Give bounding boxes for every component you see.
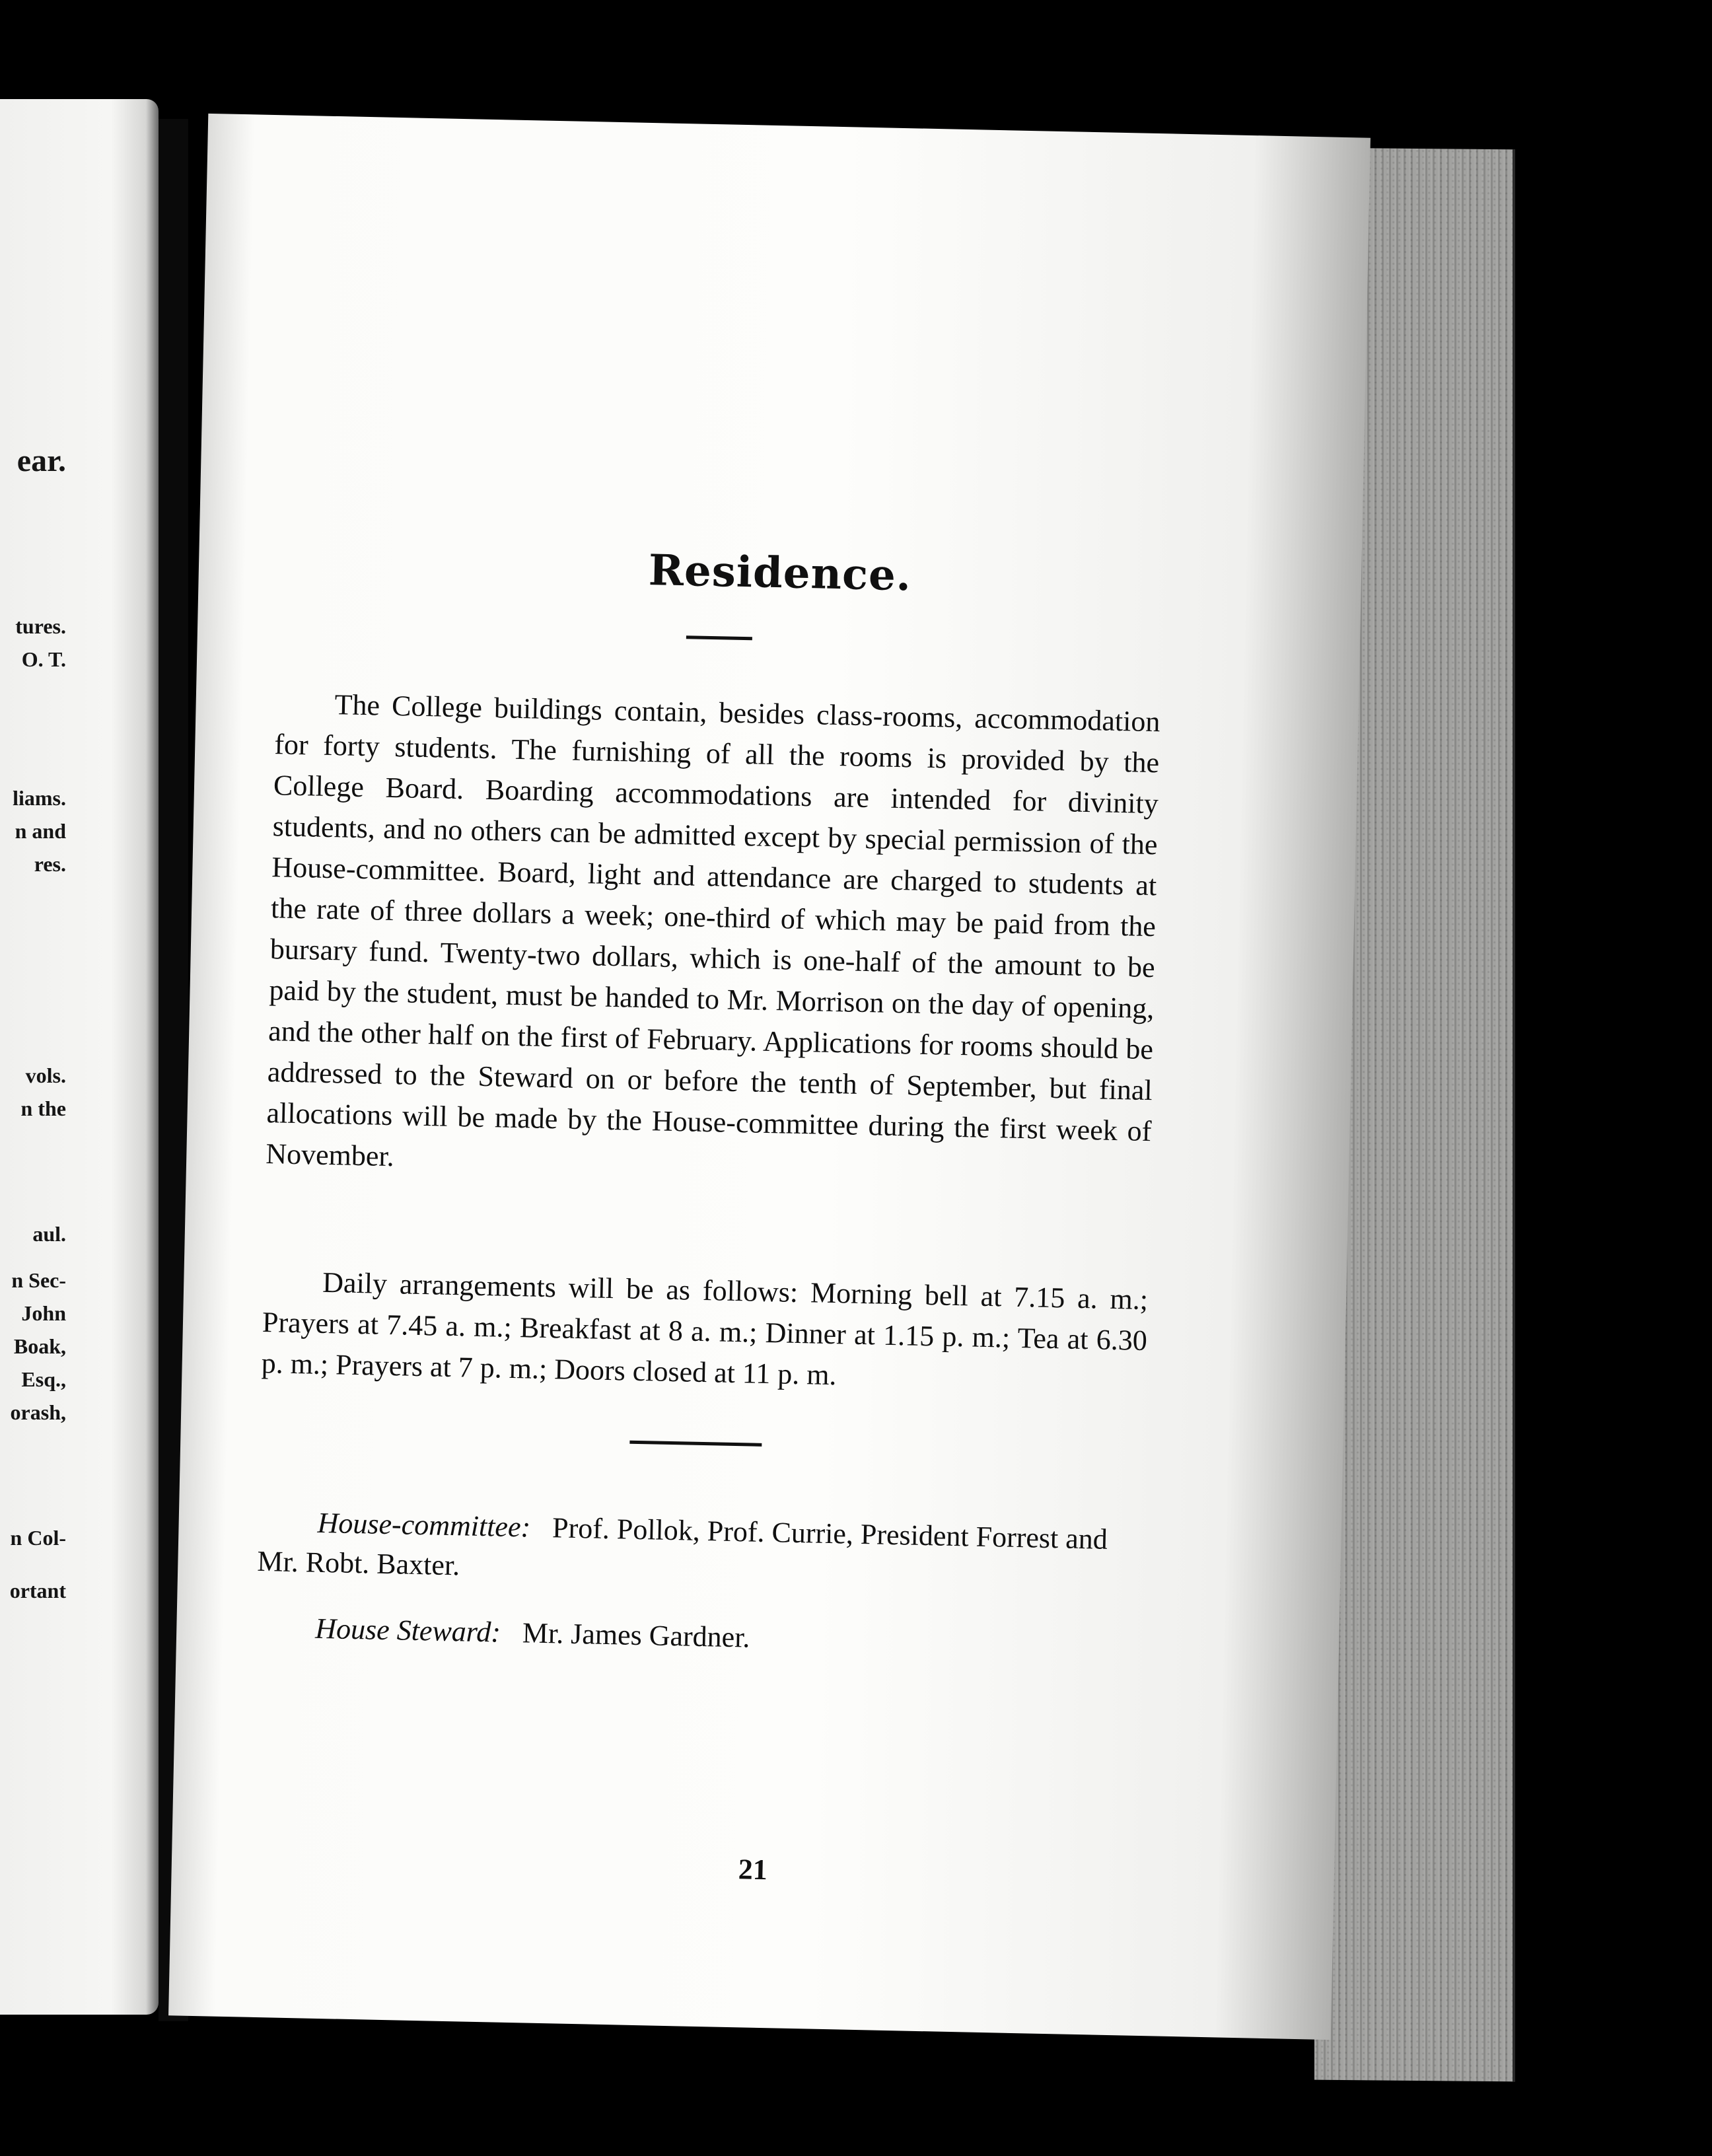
- section-divider: [629, 1441, 762, 1447]
- title-divider: [686, 635, 752, 640]
- left-page-line: John: [21, 1301, 66, 1325]
- left-page-line: O. T.: [21, 647, 66, 671]
- left-page-line: Boak,: [13, 1334, 66, 1358]
- left-page-line: tures.: [15, 614, 66, 638]
- left-page-line: ortant: [9, 1579, 66, 1602]
- house-steward: [256, 1608, 1201, 1667]
- house-steward-label: House Steward:: [314, 1612, 516, 1649]
- house-committee-label: House-committee:: [317, 1506, 546, 1544]
- left-page-line: liams.: [13, 786, 66, 810]
- page-title: Residence.: [648, 546, 912, 601]
- left-page-line: n and: [15, 819, 66, 843]
- page-content: [168, 114, 1371, 2040]
- house-committee-value: Prof. Pollok, Prof. Currie, President Forrest and Mr. Robt. Baxter.: [256, 1511, 1108, 1582]
- left-page-line: aul.: [32, 1222, 66, 1246]
- left-page-line: Esq.,: [21, 1367, 66, 1391]
- residence-paragraph: The College buildings contain, besides class-rooms, accommodation for forty students. The furnishing of all the rooms is provided by the College Board. Boarding accommodations are intended for divinity students, and no others can be admitted except by special permission of the House-committee. Board, light and attendance are charged to students at the rate of three dollars a week; one-third of which may be paid from the bursary fund. Twenty-two dollars, which is one-half of the amount to be paid by the student, must be handed to Mr. Morrison on the day of opening, and the other half on the first of February. Applications for rooms should be addressed to the Steward on or before the tenth of September, but final allocations will be made by the House-committee during the first week of November.: [265, 688, 1160, 1173]
- left-page: [0, 99, 159, 2015]
- left-page-line: n Sec-: [11, 1268, 66, 1292]
- daily-arrangements-paragraph: Daily arrangements will be as follows: Morning bell at 7.15 a. m.; Prayers at 7.45 a. m.; Breakfast at 8 a. m.; Dinner at 1.15 p. m.; Tea at 6.30 p. m.; Prayers at 7 p. m.; Doors closed at 11 p. m.: [261, 1266, 1149, 1392]
- left-page-line: res.: [34, 852, 66, 876]
- left-page-line: n the: [20, 1096, 66, 1120]
- left-page-line: ear.: [17, 443, 66, 478]
- left-page-line: n Col-: [10, 1526, 66, 1550]
- left-page-line: vols.: [25, 1063, 66, 1087]
- left-page-line: orash,: [10, 1400, 66, 1424]
- house-steward-value: Mr. James Gardner.: [522, 1616, 750, 1654]
- page-number: 21: [738, 1853, 768, 1886]
- house-committee: [257, 1502, 1143, 1600]
- right-page: [168, 114, 1371, 2040]
